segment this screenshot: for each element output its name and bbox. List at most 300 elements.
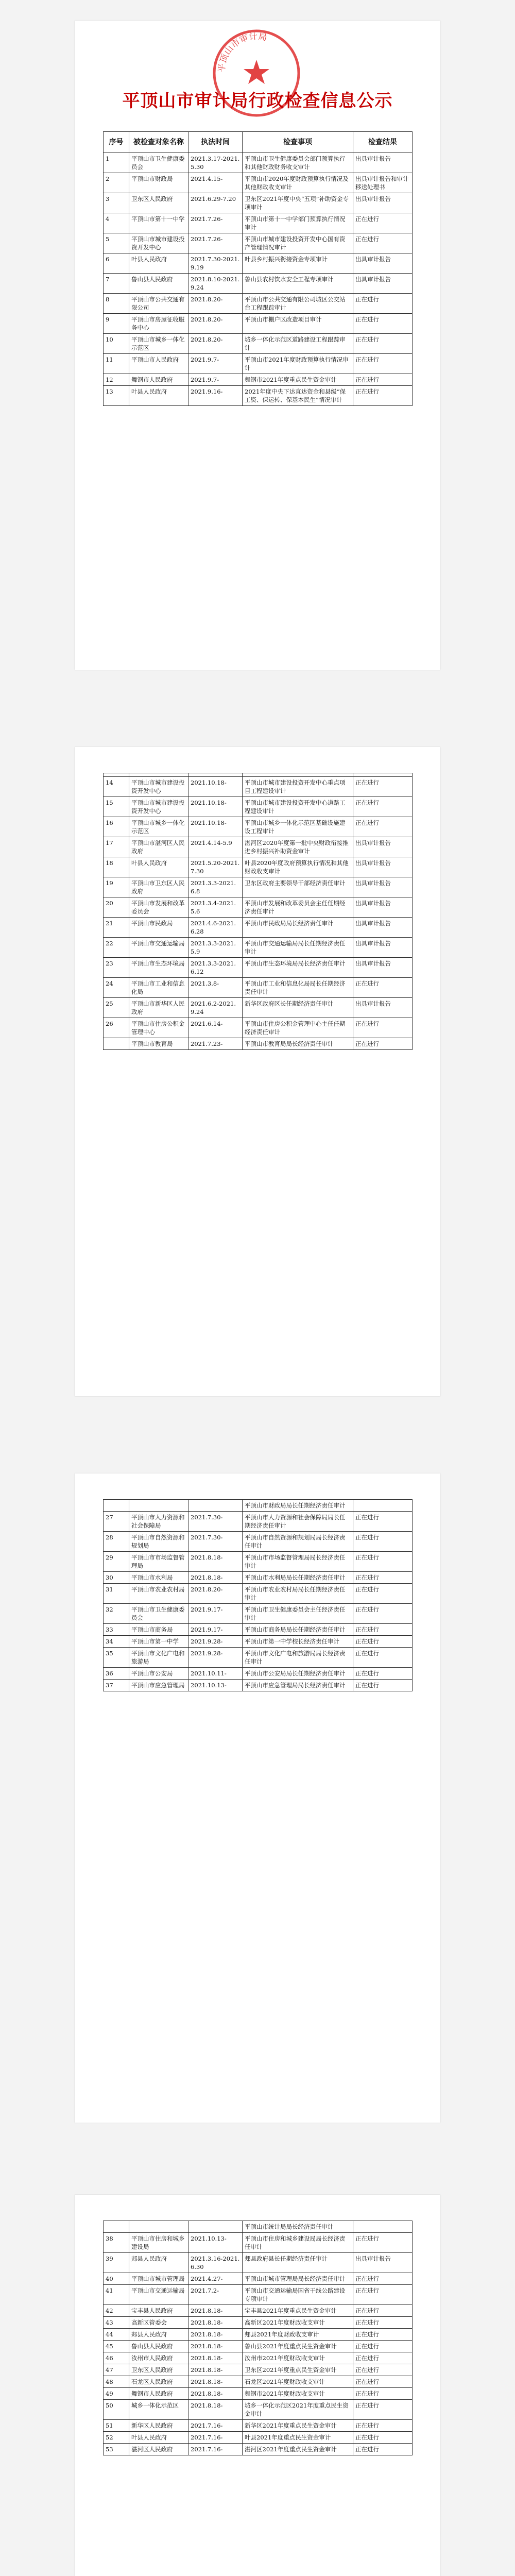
table-row — [104, 837, 413, 857]
target-name: 平顶山市卫生健康委员会 — [129, 153, 188, 173]
inspection-result: 正在进行 — [353, 354, 413, 374]
table-row — [104, 1648, 413, 1668]
table-row — [104, 294, 413, 314]
inspection-time: 2021.8.20- — [188, 294, 243, 314]
table-row — [104, 877, 413, 897]
inspection-time: 2021.6.14- — [188, 1018, 243, 1038]
inspection-result: 正在进行 — [353, 2341, 413, 2352]
inspection-result: 出具审计报告 — [353, 274, 413, 294]
inspection-result: 正在进行 — [353, 797, 413, 817]
row-index: 1 — [104, 153, 129, 173]
inspection-time: 2021.10.13- — [188, 1680, 243, 1691]
row-index: 37 — [104, 1680, 129, 1691]
table-row — [104, 1018, 413, 1038]
inspection-time: 2021.3.17-2021.5.30 — [188, 153, 243, 173]
table-row — [104, 2444, 413, 2455]
inspection-item: 平顶山市统计局局长经济责任审计 — [243, 2221, 353, 2233]
inspection-item: 湛河区2020年度第一批中央财政衔接推进乡村振兴补助资金审计 — [243, 837, 353, 857]
table-row — [104, 274, 413, 294]
inspection-result: 正在进行 — [353, 2364, 413, 2376]
inspection-item: 平顶山市卫生健康委员会部门预算执行和其他财政财务收支审计 — [243, 153, 353, 173]
inspection-time: 2021.10.18- — [188, 797, 243, 817]
target-name: 平顶山市公共交通有限公司 — [129, 294, 188, 314]
table-row — [104, 386, 413, 406]
table-row — [104, 2400, 413, 2420]
row-index: 3 — [104, 193, 129, 213]
row-index: 30 — [104, 1572, 129, 1584]
inspection-item: 2021年度中央下达直达资金和县级“保工资、保运转、保基本民生”情况审计 — [243, 386, 353, 406]
inspection-time: 2021.4.14-5.9 — [188, 837, 243, 857]
table-row — [104, 213, 413, 233]
target-name: 平顶山市城市管理局 — [129, 2273, 188, 2285]
target-name: 新华区人民政府 — [129, 2420, 188, 2432]
table-row — [104, 334, 413, 354]
table-row — [104, 1512, 413, 1532]
target-name: 平顶山市人民政府 — [129, 354, 188, 374]
inspection-time: 2021.7.30-2021.9.19 — [188, 253, 243, 274]
inspection-result: 正在进行 — [353, 2352, 413, 2364]
inspection-result: 正在进行 — [353, 777, 413, 797]
inspection-time: 2021.7.30- — [188, 1512, 243, 1532]
inspection-result: 出具审计报告和审计移送处理书 — [353, 173, 413, 193]
row-index: 46 — [104, 2352, 129, 2364]
table-row — [104, 193, 413, 213]
inspection-time: 2021.3.3-2021.5.9 — [188, 938, 243, 958]
inspection-result: 出具审计报告 — [353, 857, 413, 877]
inspection-time: 2021.8.18- — [188, 2376, 243, 2388]
inspection-result: 正在进行 — [353, 1624, 413, 1636]
table-row — [104, 2329, 413, 2341]
inspection-item: 平顶山市城市管理局局长经济责任审计 — [243, 2273, 353, 2285]
row-index: 49 — [104, 2388, 129, 2400]
inspection-result: 正在进行 — [353, 1680, 413, 1691]
inspection-time: 2021.6.2-2021.9.24 — [188, 998, 243, 1018]
inspection-item: 宝丰县2021年度重点民生资金审计 — [243, 2305, 353, 2317]
inspection-item: 叶县2021年度重点民生资金审计 — [243, 2432, 353, 2444]
inspection-item: 舞钢市2021年度财政收支审计 — [243, 2388, 353, 2400]
inspection-result — [353, 1500, 413, 1512]
target-name: 平顶山市民政局 — [129, 918, 188, 938]
inspection-item: 汝州市2021年度财政收支审计 — [243, 2352, 353, 2364]
target-name: 鲁山县人民政府 — [129, 274, 188, 294]
target-name: 平顶山市新华区人民政府 — [129, 998, 188, 1018]
inspection-item: 平顶山市商务局局长任期经济责任审计 — [243, 1624, 353, 1636]
target-name: 平顶山市住房和城乡建设局 — [129, 2233, 188, 2253]
table-row — [104, 253, 413, 274]
target-name: 郏县人民政府 — [129, 2253, 188, 2273]
inspection-time: 2021.3.8- — [188, 978, 243, 998]
target-name: 叶县人民政府 — [129, 386, 188, 406]
inspection-time — [188, 773, 243, 777]
inspection-time: 2021.8.18- — [188, 2352, 243, 2364]
seal-text: 平顶山市审计局 — [216, 31, 268, 73]
inspection-time: 2021.7.16- — [188, 2444, 243, 2455]
inspection-item: 平顶山市2020年度财政预算执行情况及其他财政收支审计 — [243, 173, 353, 193]
inspection-item: 卫东区2021年度重点民生资金审计 — [243, 2364, 353, 2376]
row-index: 53 — [104, 2444, 129, 2455]
row-index: 20 — [104, 897, 129, 918]
table-row — [104, 2432, 413, 2444]
row-index: 10 — [104, 334, 129, 354]
inspection-time: 2021.9.28- — [188, 1648, 243, 1668]
table-row — [104, 1532, 413, 1552]
target-name: 汝州市人民政府 — [129, 2352, 188, 2364]
inspection-result: 正在进行 — [353, 1552, 413, 1572]
inspection-time: 2021.7.26- — [188, 213, 243, 233]
inspection-result: 正在进行 — [353, 2317, 413, 2329]
table-row — [104, 2388, 413, 2400]
inspection-item: 平顶山市应急管理局局长经济责任审计 — [243, 1680, 353, 1691]
table-row — [104, 354, 413, 374]
inspection-item: 叶县乡村振兴衔接资金专项审计 — [243, 253, 353, 274]
inspection-time — [188, 1500, 243, 1512]
row-index — [104, 773, 129, 777]
row-index: 5 — [104, 233, 129, 253]
row-index: 21 — [104, 918, 129, 938]
document-page-2 — [75, 747, 440, 1396]
inspection-time: 2021.8.18- — [188, 2341, 243, 2352]
inspection-item: 湛河区2021年度重点民生资金审计 — [243, 2444, 353, 2455]
target-name: 卫东区人民政府 — [129, 193, 188, 213]
row-index: 29 — [104, 1552, 129, 1572]
target-name: 平顶山市应急管理局 — [129, 1680, 188, 1691]
target-name: 叶县人民政府 — [129, 2432, 188, 2444]
inspection-time: 2021.5.20-2021.7.30 — [188, 857, 243, 877]
target-name: 平顶山市财政局 — [129, 173, 188, 193]
table-row — [104, 797, 413, 817]
target-name: 平顶山市湛河区人民政府 — [129, 837, 188, 857]
inspection-result: 正在进行 — [353, 1668, 413, 1680]
row-index: 52 — [104, 2432, 129, 2444]
target-name: 平顶山市交通运输局 — [129, 2285, 188, 2305]
inspection-time: 2021.8.18- — [188, 2329, 243, 2341]
inspection-result: 正在进行 — [353, 1038, 413, 1050]
table-row — [104, 2285, 413, 2305]
inspection-item: 郏县2021年度财政收支审计 — [243, 2329, 353, 2341]
table-row — [104, 2305, 413, 2317]
row-index: 45 — [104, 2341, 129, 2352]
target-name: 平顶山市城乡一体化示范区 — [129, 334, 188, 354]
table-row — [104, 173, 413, 193]
target-name: 郏县人民政府 — [129, 2329, 188, 2341]
table-row — [104, 773, 413, 777]
table-row — [104, 938, 413, 958]
inspection-result: 出具审计报告 — [353, 998, 413, 1018]
table-row — [104, 1500, 413, 1512]
inspection-item: 平顶山市农业农村局局长任期经济责任审计 — [243, 1584, 353, 1604]
target-name: 平顶山市市场监督管理局 — [129, 1552, 188, 1572]
inspection-result: 出具审计报告 — [353, 958, 413, 978]
row-index — [104, 1500, 129, 1512]
row-index: 15 — [104, 797, 129, 817]
inspection-result — [353, 773, 413, 777]
row-index: 40 — [104, 2273, 129, 2285]
inspection-result: 正在进行 — [353, 2400, 413, 2420]
inspection-item: 平顶山市水利局局长任期经济责任审计 — [243, 1572, 353, 1584]
target-name: 宝丰县人民政府 — [129, 2305, 188, 2317]
inspection-time: 2021.7.30- — [188, 1532, 243, 1552]
inspection-time: 2021.9.16- — [188, 386, 243, 406]
inspection-result — [353, 2221, 413, 2233]
inspection-time: 2021.8.20- — [188, 334, 243, 354]
inspection-item: 叶县2020年度政府预算执行情况和其他财政收支审计 — [243, 857, 353, 877]
row-index: 25 — [104, 998, 129, 1018]
table-row — [104, 2352, 413, 2364]
inspection-item: 平顶山市民政局局长经济责任审计 — [243, 918, 353, 938]
inspection-result: 正在进行 — [353, 1512, 413, 1532]
table-row — [104, 1680, 413, 1691]
inspection-item: 鲁山县农村饮水安全工程专项审计 — [243, 274, 353, 294]
inspection-result: 正在进行 — [353, 233, 413, 253]
inspection-result: 正在进行 — [353, 2376, 413, 2388]
table-row — [104, 2364, 413, 2376]
inspection-result: 出具审计报告 — [353, 918, 413, 938]
inspection-result: 正在进行 — [353, 1572, 413, 1584]
inspection-time: 2021.8.18- — [188, 1572, 243, 1584]
table-row — [104, 1572, 413, 1584]
inspection-result: 正在进行 — [353, 2329, 413, 2341]
inspection-item: 新华区2021年度重点民生资金审计 — [243, 2420, 353, 2432]
row-index: 9 — [104, 314, 129, 334]
target-name: 平顶山市城市建设投资开发中心 — [129, 233, 188, 253]
inspection-result: 正在进行 — [353, 2420, 413, 2432]
target-name: 平顶山市工业和信息化局 — [129, 978, 188, 998]
inspection-result: 正在进行 — [353, 334, 413, 354]
target-name: 高新区管委会 — [129, 2317, 188, 2329]
row-index: 4 — [104, 213, 129, 233]
target-name: 石龙区人民政府 — [129, 2376, 188, 2388]
inspection-time: 2021.8.20- — [188, 314, 243, 334]
row-index: 27 — [104, 1512, 129, 1532]
inspection-item: 平顶山市第十一中学部门预算执行情况审计 — [243, 213, 353, 233]
row-index: 13 — [104, 386, 129, 406]
inspection-time: 2021.8.18- — [188, 2317, 243, 2329]
inspection-result: 出具审计报告 — [353, 2253, 413, 2273]
row-index: 19 — [104, 877, 129, 897]
inspection-item: 郏县政府县长任期经济责任审计 — [243, 2253, 353, 2273]
table-row — [104, 1668, 413, 1680]
table-row — [104, 2420, 413, 2432]
target-name: 平顶山市人力资源和社会保障局 — [129, 1512, 188, 1532]
header-index: 序号 — [104, 132, 129, 153]
inspection-item — [243, 773, 353, 777]
inspection-item: 鲁山县2021年度重点民生资金审计 — [243, 2341, 353, 2352]
inspection-time: 2021.9.7- — [188, 354, 243, 374]
row-index: 32 — [104, 1604, 129, 1624]
inspection-item: 平顶山市文化广电和旅游局局长经济责任审计 — [243, 1648, 353, 1668]
inspection-item: 平顶山市交通运输局局长任期经济责任审计 — [243, 938, 353, 958]
row-index: 22 — [104, 938, 129, 958]
row-index: 18 — [104, 857, 129, 877]
inspection-item: 平顶山市公安局局长任期经济责任审计 — [243, 1668, 353, 1680]
inspection-time: 2021.10.18- — [188, 817, 243, 837]
target-name — [129, 1500, 188, 1512]
target-name: 舞钢市人民政府 — [129, 2388, 188, 2400]
row-index: 47 — [104, 2364, 129, 2376]
target-name: 叶县人民政府 — [129, 857, 188, 877]
target-name: 平顶山市发展和改革委员会 — [129, 897, 188, 918]
target-name: 卫东区人民政府 — [129, 2364, 188, 2376]
inspection-item: 平顶山市棚户区改造项目审计 — [243, 314, 353, 334]
inspection-item: 平顶山市工业和信息化局局长任期经济责任审计 — [243, 978, 353, 998]
table-row — [104, 1636, 413, 1648]
document-page-4 — [75, 2195, 440, 2576]
inspection-time: 2021.7.2- — [188, 2285, 243, 2305]
row-index: 8 — [104, 294, 129, 314]
inspection-result: 出具审计报告 — [353, 897, 413, 918]
inspection-result: 正在进行 — [353, 314, 413, 334]
inspection-time: 2021.10.18- — [188, 777, 243, 797]
inspection-time: 2021.10.11- — [188, 1668, 243, 1680]
target-name: 平顶山市公安局 — [129, 1668, 188, 1680]
inspection-result: 正在进行 — [353, 2388, 413, 2400]
header-target: 被检查对象名称 — [129, 132, 188, 153]
row-index: 7 — [104, 274, 129, 294]
inspection-time: 2021.8.20- — [188, 1584, 243, 1604]
table-row — [104, 857, 413, 877]
row-index: 17 — [104, 837, 129, 857]
row-index — [104, 2221, 129, 2233]
inspection-result: 正在进行 — [353, 2233, 413, 2253]
row-index: 12 — [104, 374, 129, 386]
header-item: 检查事项 — [243, 132, 353, 153]
table-row — [104, 978, 413, 998]
inspection-table-page-2 — [103, 773, 413, 1050]
row-index: 43 — [104, 2317, 129, 2329]
inspection-item: 平顶山市教育局局长经济责任审计 — [243, 1038, 353, 1050]
target-name: 城乡一体化示范区 — [129, 2400, 188, 2420]
target-name: 平顶山市城市建设投资开发中心 — [129, 797, 188, 817]
inspection-time: 2021.3.3-2021.6.8 — [188, 877, 243, 897]
table-row — [104, 1624, 413, 1636]
inspection-result: 正在进行 — [353, 1584, 413, 1604]
target-name: 平顶山市文化广电和旅游局 — [129, 1648, 188, 1668]
inspection-result: 正在进行 — [353, 2305, 413, 2317]
row-index: 42 — [104, 2305, 129, 2317]
row-index: 11 — [104, 354, 129, 374]
inspection-item: 石龙区2021年度财政收支审计 — [243, 2376, 353, 2388]
inspection-item: 平顶山市城市建设投资开发中心国有资产管理情况审计 — [243, 233, 353, 253]
header-time: 执法时间 — [188, 132, 243, 153]
inspection-result: 出具审计报告 — [353, 837, 413, 857]
row-index: 34 — [104, 1636, 129, 1648]
target-name: 平顶山市住房公积金管理中心 — [129, 1018, 188, 1038]
row-index: 16 — [104, 817, 129, 837]
inspection-time: 2021.9.17- — [188, 1604, 243, 1624]
row-index: 24 — [104, 978, 129, 998]
inspection-result: 正在进行 — [353, 2444, 413, 2455]
inspection-item: 平顶山市城市建设投资开发中心道路工程建设审计 — [243, 797, 353, 817]
inspection-time: 2021.8.18- — [188, 2305, 243, 2317]
table-row — [104, 233, 413, 253]
inspection-item: 平顶山市住房公积金管理中心主任任期经济责任审计 — [243, 1018, 353, 1038]
inspection-time: 2021.7.16- — [188, 2420, 243, 2432]
inspection-result: 正在进行 — [353, 294, 413, 314]
target-name: 平顶山市卫东区人民政府 — [129, 877, 188, 897]
row-index: 41 — [104, 2285, 129, 2305]
inspection-time: 2021.4.6-2021.6.28 — [188, 918, 243, 938]
row-index: 44 — [104, 2329, 129, 2341]
target-name: 平顶山市第一中学 — [129, 1636, 188, 1648]
inspection-result: 正在进行 — [353, 1018, 413, 1038]
inspection-result: 正在进行 — [353, 978, 413, 998]
target-name — [129, 2221, 188, 2233]
table-row — [104, 1584, 413, 1604]
table-row — [104, 374, 413, 386]
document-page-1 — [75, 21, 440, 670]
inspection-item: 平顶山市自然资源和规划局局长经济责任审计 — [243, 1532, 353, 1552]
row-index: 14 — [104, 777, 129, 797]
row-index: 48 — [104, 2376, 129, 2388]
inspection-time: 2021.3.16-2021.6.30 — [188, 2253, 243, 2273]
table-row — [104, 897, 413, 918]
row-index: 33 — [104, 1624, 129, 1636]
row-index: 35 — [104, 1648, 129, 1668]
target-name: 平顶山市商务局 — [129, 1624, 188, 1636]
target-name: 平顶山市农业农村局 — [129, 1584, 188, 1604]
inspection-result: 正在进行 — [353, 817, 413, 837]
inspection-item: 平顶山市城乡一体化示范区基础设施建设工程审计 — [243, 817, 353, 837]
inspection-time: 2021.3.4-2021.5.6 — [188, 897, 243, 918]
target-name: 平顶山市第十一中学 — [129, 213, 188, 233]
inspection-item: 平顶山市城市建设投资开发中心重点项目工程建设审计 — [243, 777, 353, 797]
table-row — [104, 153, 413, 173]
inspection-item: 舞钢市2021年度重点民生资金审计 — [243, 374, 353, 386]
row-index: 39 — [104, 2253, 129, 2273]
inspection-time: 2021.8.18- — [188, 2364, 243, 2376]
inspection-table-page-4 — [103, 2221, 413, 2455]
table-row — [104, 1038, 413, 1050]
table-row — [104, 2273, 413, 2285]
inspection-item: 新华区政府区长任期经济责任审计 — [243, 998, 353, 1018]
page-title: 平顶山市审计局行政检查信息公示 — [122, 91, 393, 111]
row-index: 38 — [104, 2233, 129, 2253]
row-index: 6 — [104, 253, 129, 274]
inspection-time: 2021.4.27- — [188, 2273, 243, 2285]
table-row — [104, 817, 413, 837]
inspection-result: 正在进行 — [353, 2273, 413, 2285]
target-name: 平顶山市卫生健康委员会 — [129, 1604, 188, 1624]
inspection-item: 平顶山市财政局局长任期经济责任审计 — [243, 1500, 353, 1512]
inspection-time: 2021.9.7- — [188, 374, 243, 386]
target-name: 湛河区人民政府 — [129, 2444, 188, 2455]
inspection-item: 平顶山市2021年度财政预算执行情况审计 — [243, 354, 353, 374]
target-name: 平顶山市教育局 — [129, 1038, 188, 1050]
inspection-result: 正在进行 — [353, 1604, 413, 1624]
inspection-item: 平顶山市卫生健康委员会主任经济责任审计 — [243, 1604, 353, 1624]
row-index: 2 — [104, 173, 129, 193]
svg-text:平顶山市审计局 — [217, 31, 268, 73]
inspection-time: 2021.7.16- — [188, 2432, 243, 2444]
inspection-result: 出具审计报告 — [353, 877, 413, 897]
row-index — [104, 1038, 129, 1050]
inspection-item: 卫东区政府主要领导干部经济责任审计 — [243, 877, 353, 897]
inspection-item: 平顶山市人力资源和社会保障局局长任期经济责任审计 — [243, 1512, 353, 1532]
inspection-item: 平顶山市第一中学校长经济责任审计 — [243, 1636, 353, 1648]
inspection-result: 出具审计报告 — [353, 253, 413, 274]
inspection-result: 正在进行 — [353, 1532, 413, 1552]
inspection-item: 高新区2021年度财政收支审计 — [243, 2317, 353, 2329]
inspection-item: 城乡一体化示范区2021年度重点民生资金审计 — [243, 2400, 353, 2420]
table-row — [104, 2376, 413, 2388]
row-index: 36 — [104, 1668, 129, 1680]
inspection-result: 正在进行 — [353, 2285, 413, 2305]
inspection-table-page-1 — [103, 131, 413, 406]
inspection-result: 出具审计报告 — [353, 193, 413, 213]
row-index: 23 — [104, 958, 129, 978]
inspection-result: 正在进行 — [353, 1636, 413, 1648]
target-name: 叶县人民政府 — [129, 253, 188, 274]
